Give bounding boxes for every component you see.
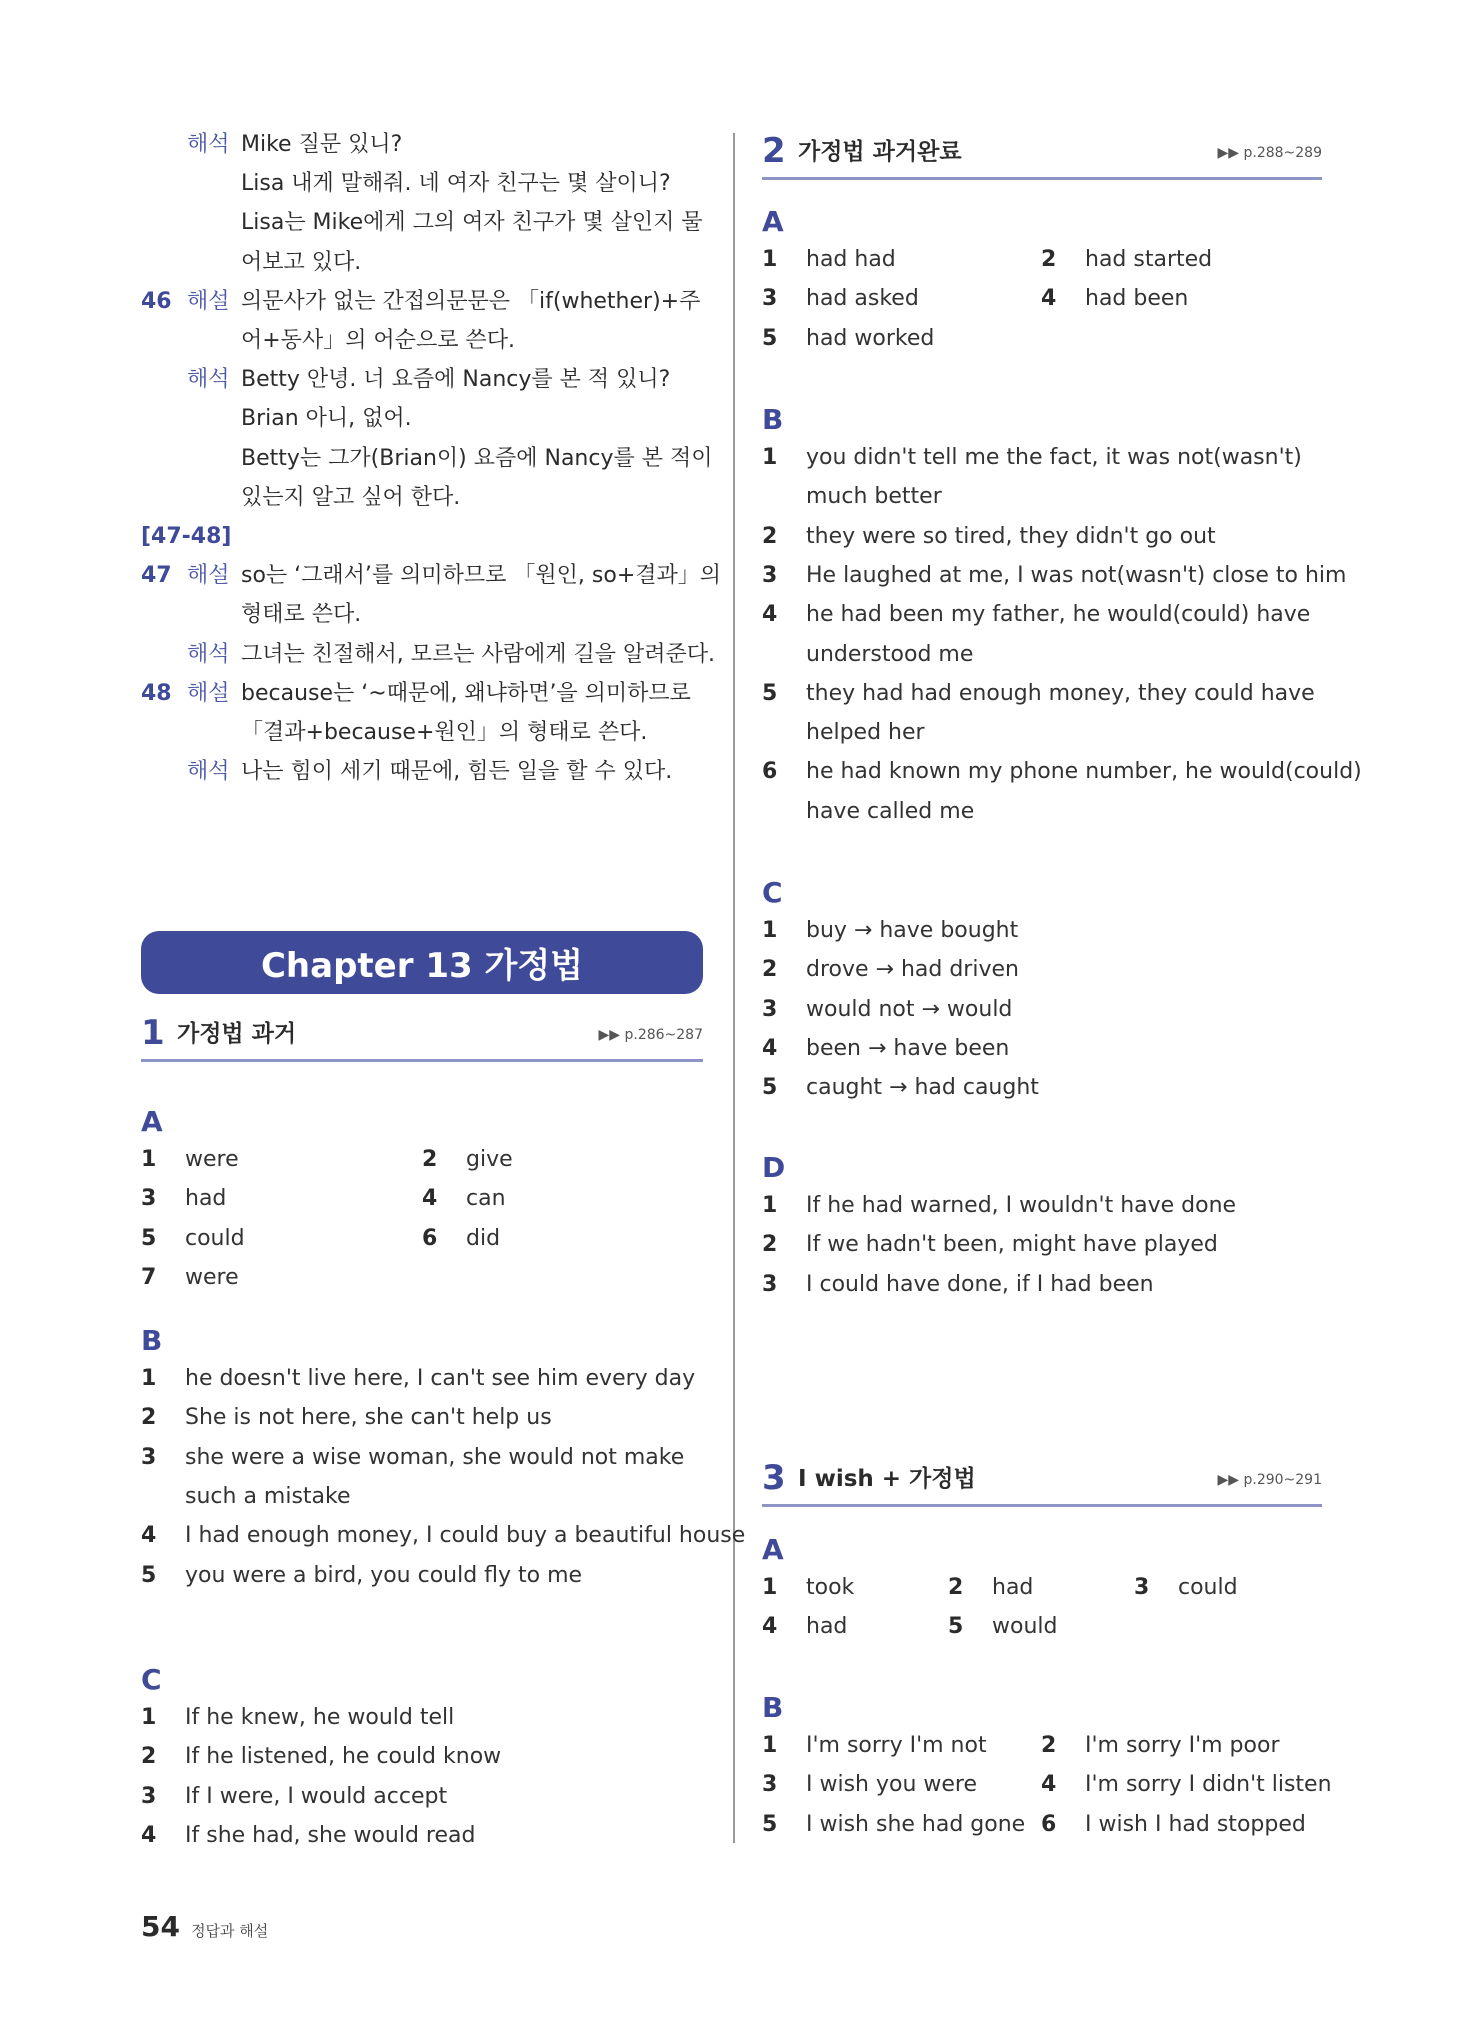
answer-number: 3	[141, 1783, 157, 1809]
note-text: Lisa 내게 말해줘. 네 여자 친구는 몇 살이니?	[241, 171, 671, 197]
note-text: 「결과+because+원인」의 형태로 쓴다.	[241, 720, 648, 745]
answer-number: 5	[141, 1562, 157, 1588]
section-letter: B	[762, 403, 784, 436]
answer-text: drove → had driven	[806, 957, 1019, 983]
answer-text: had had	[806, 247, 896, 272]
answer-number: 3	[762, 1772, 778, 1798]
section-letter: C	[141, 1663, 162, 1696]
answer-number: 5	[141, 1225, 157, 1251]
note-text: 그녀는 친절해서, 모르는 사람에게 길을 알려준다.	[241, 641, 715, 667]
answer-text: would not → would	[806, 996, 1013, 1022]
answer-number: 2	[948, 1575, 964, 1600]
page-footer	[141, 1910, 268, 1943]
answer-number: 2	[762, 1232, 778, 1258]
answer-text: caught → had caught	[806, 1075, 1039, 1101]
note-text: 있는지 알고 싶어 한다.	[241, 484, 461, 510]
answer-number: 3	[762, 562, 778, 588]
answer-text: can	[466, 1186, 506, 1212]
note-text: 의문사가 없는 간접의문문은 「if(whether)+주	[241, 288, 701, 314]
answer-number: 5	[762, 680, 778, 706]
answer-number: 1	[762, 247, 778, 272]
section-letter: B	[141, 1324, 163, 1357]
answer-number: 1	[762, 918, 778, 943]
answer-text: I wish she had gone	[806, 1811, 1026, 1837]
note-text: Betty 안녕. 너 요즘에 Nancy를 본 적 있니?	[241, 367, 671, 393]
answer-text: she were a wise woman, she would not make	[185, 1444, 685, 1470]
answer-text: I wish you were	[806, 1772, 978, 1798]
answer-text: I'm sorry I'm poor	[1085, 1733, 1280, 1758]
answer-number: 4	[141, 1822, 157, 1848]
answer-number: 3	[762, 286, 778, 312]
answer-number: 3	[141, 1444, 157, 1470]
note-tag: 해설	[187, 680, 230, 706]
answer-text: had	[806, 1614, 848, 1640]
answer-number: 4	[762, 1614, 778, 1640]
answer-number: 1	[762, 1575, 778, 1600]
answer-number: 1	[762, 445, 778, 470]
note-text: 어+동사」의 어순으로 쓴다.	[241, 328, 515, 353]
note-text: Betty는 그가(Brian이) 요즘에 Nancy를 본 적이	[241, 445, 713, 471]
note-tag: 해석	[187, 367, 230, 393]
answer-text: had worked	[806, 325, 935, 351]
answer-text: I'm sorry I didn't listen	[1085, 1772, 1332, 1798]
section-title: 가정법 과거완료	[798, 139, 962, 165]
answer-number: 5	[762, 325, 778, 351]
answer-text: If we hadn't been, might have played	[806, 1232, 1218, 1258]
answer-number: 4	[422, 1186, 438, 1212]
answer-number: 6	[762, 759, 778, 785]
answer-number: 4	[762, 1035, 778, 1061]
section-letter: C	[762, 876, 783, 909]
answer-number: 1	[762, 1733, 778, 1758]
answer-number: 3	[762, 996, 778, 1022]
note-tag: 해석	[187, 759, 230, 785]
page-reference: ▶▶ p.290~291	[1217, 1472, 1322, 1488]
answer-text: If I were, I would accept	[185, 1783, 448, 1809]
note-text: 어보고 있다.	[241, 249, 362, 275]
answer-text: If she had, she would read	[185, 1822, 476, 1848]
answer-text: I'm sorry I'm not	[806, 1733, 987, 1758]
note-number: [47-48]	[141, 524, 232, 549]
answer-text: buy → have bought	[806, 918, 1019, 943]
answer-text: If he knew, he would tell	[185, 1705, 455, 1730]
section-letter: A	[762, 1533, 784, 1566]
section-letter: B	[762, 1691, 784, 1724]
answer-number: 2	[141, 1744, 157, 1770]
note-number: 46	[141, 288, 172, 314]
section-rule	[141, 1059, 703, 1062]
answer-text: much better	[806, 484, 942, 510]
footer-label: 정답과 해설	[191, 1922, 269, 1940]
page-reference: ▶▶ p.286~287	[598, 1027, 703, 1043]
section-number: 3	[762, 1458, 786, 1498]
section-title: I wish + 가정법	[798, 1466, 976, 1492]
answer-text: had asked	[806, 286, 919, 312]
note-tag: 해설	[187, 563, 230, 589]
answer-text: had been	[1085, 286, 1189, 312]
answer-text: could	[1178, 1575, 1238, 1600]
answer-text: If he listened, he could know	[185, 1744, 502, 1770]
answer-text: have called me	[806, 798, 975, 824]
section-rule	[762, 1504, 1322, 1507]
answer-number: 6	[1041, 1811, 1057, 1837]
section-rule	[762, 177, 1322, 180]
note-text: 나는 힘이 세기 때문에, 힘든 일을 할 수 있다.	[241, 759, 673, 785]
answer-text: you didn't tell me the fact, it was not(wasn't)	[806, 445, 1302, 470]
answer-text: helped her	[806, 720, 925, 746]
answer-text: were	[185, 1147, 239, 1172]
column-divider	[733, 133, 735, 1843]
note-text: Lisa는 Mike에게 그의 여자 친구가 몇 살인지 물	[241, 210, 703, 236]
answer-number: 5	[762, 1075, 778, 1101]
answer-text: had started	[1085, 247, 1213, 272]
page-reference: ▶▶ p.288~289	[1217, 145, 1322, 161]
answer-text: such a mistake	[185, 1483, 351, 1509]
section-letter: D	[762, 1151, 786, 1184]
answer-text: they had had enough money, they could have	[806, 680, 1315, 706]
answer-number: 4	[141, 1523, 157, 1549]
answer-text: would	[992, 1614, 1058, 1640]
answer-number: 2	[762, 523, 778, 549]
answer-number: 2	[422, 1147, 438, 1172]
answer-number: 5	[948, 1614, 964, 1640]
answer-text: I could have done, if I had been	[806, 1271, 1154, 1297]
answer-text: they were so tired, they didn't go out	[806, 523, 1216, 549]
answer-number: 1	[141, 1705, 157, 1730]
answer-text: you were a bird, you could fly to me	[185, 1562, 583, 1588]
answer-text: took	[806, 1575, 855, 1600]
section-letter: A	[141, 1105, 163, 1138]
answer-text: If he had warned, I wouldn't have done	[806, 1193, 1237, 1218]
answer-number: 6	[422, 1225, 438, 1251]
note-text: Mike 질문 있니?	[241, 132, 403, 157]
answer-text: been → have been	[806, 1035, 1010, 1061]
answer-text: had	[992, 1575, 1034, 1600]
answer-number: 2	[762, 957, 778, 983]
chapter-banner: Chapter 13 가정법	[141, 931, 703, 994]
answer-text: could	[185, 1225, 245, 1251]
answer-text: I had enough money, I could buy a beautiful house	[185, 1523, 746, 1549]
answer-text: he had been my father, he would(could) have	[806, 602, 1311, 628]
answer-number: 2	[1041, 1733, 1057, 1758]
answer-text: give	[466, 1147, 513, 1172]
section-title: 가정법 과거	[177, 1021, 297, 1047]
answer-number: 1	[762, 1193, 778, 1218]
answer-text: were	[185, 1264, 239, 1290]
answer-text: I wish I had stopped	[1085, 1811, 1306, 1837]
answer-number: 3	[762, 1271, 778, 1297]
answer-text: he doesn't live here, I can't see him every day	[185, 1366, 696, 1391]
answer-number: 1	[141, 1366, 157, 1391]
note-number: 48	[141, 680, 172, 706]
note-text: because는 ‘~때문에, 왜냐하면’을 의미하므로	[241, 680, 691, 706]
note-text: 형태로 쓴다.	[241, 602, 362, 628]
page-number: 54	[141, 1910, 180, 1943]
note-tag: 해석	[187, 132, 230, 157]
answer-text: He laughed at me, I was not(wasn't) close to him	[806, 562, 1347, 588]
note-tag: 해석	[187, 641, 230, 667]
answer-number: 1	[141, 1147, 157, 1172]
answer-number: 2	[1041, 247, 1057, 272]
note-text: Brian 아니, 없어.	[241, 406, 412, 432]
section-letter: A	[762, 205, 784, 238]
section-number: 1	[141, 1013, 165, 1053]
answer-number: 3	[141, 1186, 157, 1212]
answer-number: 7	[141, 1264, 157, 1290]
note-text: so는 ‘그래서’를 의미하므로 「원인, so+결과」의	[241, 563, 722, 589]
answer-text: understood me	[806, 641, 974, 667]
note-tag: 해설	[187, 288, 230, 314]
section-number: 2	[762, 131, 786, 171]
answer-number: 4	[1041, 286, 1057, 312]
answer-text: She is not here, she can't help us	[185, 1405, 552, 1431]
answer-number: 4	[1041, 1772, 1057, 1798]
answer-text: had	[185, 1186, 227, 1212]
answer-number: 2	[141, 1405, 157, 1431]
answer-number: 5	[762, 1811, 778, 1837]
answer-number: 4	[762, 602, 778, 628]
answer-number: 3	[1134, 1575, 1150, 1600]
note-number: 47	[141, 563, 172, 589]
answer-text: he had known my phone number, he would(could)	[806, 759, 1362, 785]
answer-text: did	[466, 1225, 501, 1251]
